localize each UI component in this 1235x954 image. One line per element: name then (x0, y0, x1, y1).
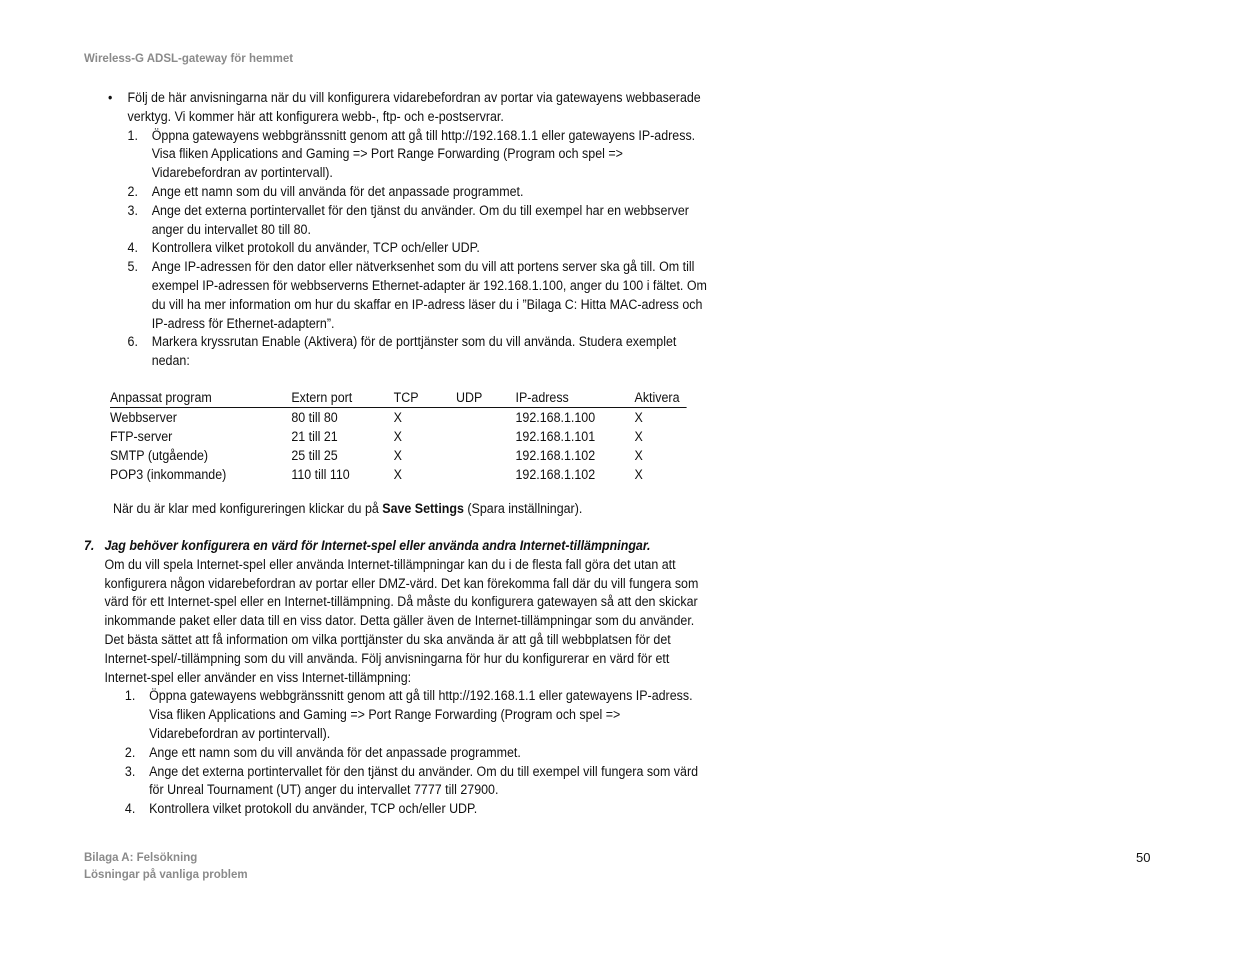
bullet-item (108, 89, 759, 371)
table-cell: 192.168.1.100 (515, 410, 596, 425)
table-cell: 192.168.1.102 (515, 448, 596, 463)
step-line: Visa fliken Applications and Gaming => Port Range Forwarding (Program och spel => (149, 707, 621, 723)
step-item (128, 127, 707, 183)
footer-section: Lösningar på vanliga problem (84, 868, 248, 881)
paragraph-line: inkommande paket eller data till en viss dator. Detta gäller även de Internet-tillämpningar som du använder. (104, 613, 695, 629)
bullet-section (108, 89, 759, 371)
step-line: anger du intervallet 80 till 80. (151, 221, 311, 237)
column-header: Anpassat program (110, 390, 212, 405)
step-line: Öppna gatewayens webbgränssnitt genom att gå till http://192.168.1.1 eller gatewayens IP-adress. (151, 127, 696, 143)
step-list (125, 687, 735, 819)
table-row (110, 446, 687, 465)
table-cell: 192.168.1.102 (515, 467, 596, 482)
step-line: Ange det externa portintervallet för den tjänst du använder. Om du till exempel vill fungera som värd (149, 763, 699, 779)
step-item (128, 333, 707, 371)
bullet-line: verktyg. Vi kommer här att konfigurera webb-, ftp- och e-postservrar. (127, 108, 504, 124)
step-item (125, 800, 735, 819)
step-number: 5. (127, 259, 138, 275)
paragraph-line: Det bästa sättet att få information om vilka porttjänster du ska använda är att gå till webbplatsen för det (104, 631, 671, 647)
step-number: 6. (127, 334, 138, 350)
column-header: TCP (393, 390, 419, 405)
step-line: Visa fliken Applications and Gaming => Port Range Forwarding (Program och spel => (151, 146, 623, 162)
table-header-row (110, 388, 687, 408)
step-line: Kontrollera vilket protokoll du använder, TCP och/eller UDP. (149, 801, 478, 817)
answer-paragraph (104, 556, 735, 688)
table-cell (456, 446, 516, 465)
step-item (128, 202, 707, 240)
step-line: Ange IP-adressen för den dator eller nätverksenhet som du vill att portens server ska gå till. Om till (151, 259, 695, 275)
paragraph-line: Om du vill spela Internet-spel eller använda Internet-tillämpningar kan du i de flesta fall göra det utan att (104, 556, 676, 572)
table-cell: POP3 (inkommande) (110, 467, 227, 482)
column-header: Extern port (291, 390, 353, 405)
column-header: Aktivera (634, 390, 680, 405)
table-cell (456, 408, 516, 427)
table-cell: X (393, 467, 402, 482)
column-header: UDP (455, 390, 483, 405)
table-cell: 21 till 21 (291, 429, 338, 444)
paragraph-line: Internet-spel/-tillämpning som du vill använda. Följ anvisningarna för hur du konfigurerar en värd för ett (104, 650, 670, 666)
table-row (110, 427, 687, 446)
table-cell: 80 till 80 (291, 410, 338, 425)
step-number: 1. (127, 127, 138, 143)
paragraph-line: konfigurera någon vidarebefordran av portar eller DMZ-värd. Det kan förekomma fall där du vill fungera som (104, 575, 699, 591)
question-number: 7. (84, 538, 95, 553)
paragraph-line: värd för ett Internet-spel eller en Internet-tillämpning. Då måste du konfigurera gatewayen så att den skickar (104, 594, 698, 610)
question-7-section (84, 537, 735, 819)
table-cell: 192.168.1.101 (515, 429, 596, 444)
step-line: exempel IP-adressen för webbserverns Ethernet-adapter är 192.168.1.100, anger du 100 i fältet. Om (151, 277, 707, 293)
step-item (125, 687, 735, 743)
step-line: Vidarebefordran av portintervall). (149, 725, 331, 741)
step-number: 1. (124, 688, 136, 704)
footer-chapter: Bilaga A: Felsökning (84, 852, 198, 864)
table-cell: X (393, 410, 402, 425)
step-number: 4. (124, 801, 136, 817)
table-cell: X (393, 429, 402, 444)
table-cell (456, 465, 516, 484)
paragraph-line: Internet-spel eller använder en viss Internet-tillämpning: (104, 669, 412, 685)
step-item (125, 763, 735, 801)
table-cell: X (634, 467, 643, 482)
step-number: 3. (127, 202, 138, 218)
step-number: 2. (127, 183, 138, 199)
step-line: Vidarebefordran av portintervall). (151, 165, 333, 181)
step-number: 4. (127, 240, 138, 256)
running-footer (84, 850, 248, 883)
page-number: 50 (1136, 850, 1151, 865)
question-heading: Jag behöver konfigurera en värd för Internet-spel eller använda andra Internet-tillämpningar. (104, 538, 651, 553)
table-cell: X (634, 429, 643, 444)
table-cell: FTP-server (110, 429, 173, 444)
step-line: du vill ha mer information om hur du skaffar en IP-adress läser du i ”Bilaga C: Hitta MAC-adress och (151, 296, 703, 312)
table-cell: X (634, 410, 643, 425)
step-item (128, 183, 707, 202)
table-cell: 25 till 25 (291, 448, 338, 463)
bullet-line: Följ de här anvisningarna när du vill konfigurera vidarebefordran av portar via gatewayens webbaserade (127, 90, 701, 105)
step-line: Ange ett namn som du vill använda för det anpassade programmet. (149, 744, 521, 760)
step-line: för Unreal Tournament (UT) anger du intervallet 7777 till 27900. (149, 782, 499, 798)
table-cell: X (634, 448, 643, 463)
bullet-mark: • (108, 90, 113, 105)
save-note-text: När du är klar med konfigureringen klickar du på (113, 501, 383, 516)
step-line: Kontrollera vilket protokoll du använder, TCP och/eller UDP. (151, 240, 480, 256)
question-title (84, 537, 735, 556)
table-cell: X (393, 448, 402, 463)
table-cell: 110 till 110 (291, 467, 350, 482)
step-list (128, 127, 707, 371)
table-cell (456, 427, 516, 446)
step-item (125, 744, 735, 763)
step-line: IP-adress för Ethernet-adaptern”. (151, 315, 335, 331)
save-note-text: (Spara inställningar). (463, 501, 583, 516)
save-settings-note (113, 500, 582, 519)
table-cell: Webbserver (110, 410, 177, 425)
table-row (110, 465, 687, 484)
table-row (110, 408, 687, 427)
running-header: Wireless-G ADSL-gateway för hemmet (84, 53, 294, 65)
step-number: 2. (124, 744, 136, 760)
port-forwarding-table (110, 388, 687, 484)
step-line: Ange ett namn som du vill använda för det anpassade programmet. (151, 183, 524, 199)
save-settings-label: Save Settings (382, 501, 464, 516)
table-cell: SMTP (utgående) (110, 448, 209, 463)
step-line: nedan: (151, 353, 190, 369)
step-number: 3. (124, 763, 136, 779)
step-line: Öppna gatewayens webbgränssnitt genom att gå till http://192.168.1.1 eller gatewayens IP-adress. (149, 688, 693, 704)
bullet-text (128, 89, 707, 371)
step-line: Ange det externa portintervallet för den tjänst du använder. Om du till exempel har en webbserver (151, 202, 689, 218)
step-item (128, 258, 707, 333)
step-item (128, 239, 707, 258)
column-header: IP-adress (515, 390, 569, 405)
step-line: Markera kryssrutan Enable (Aktivera) för de porttjänster som du vill använda. Studera exemplet (151, 334, 677, 350)
